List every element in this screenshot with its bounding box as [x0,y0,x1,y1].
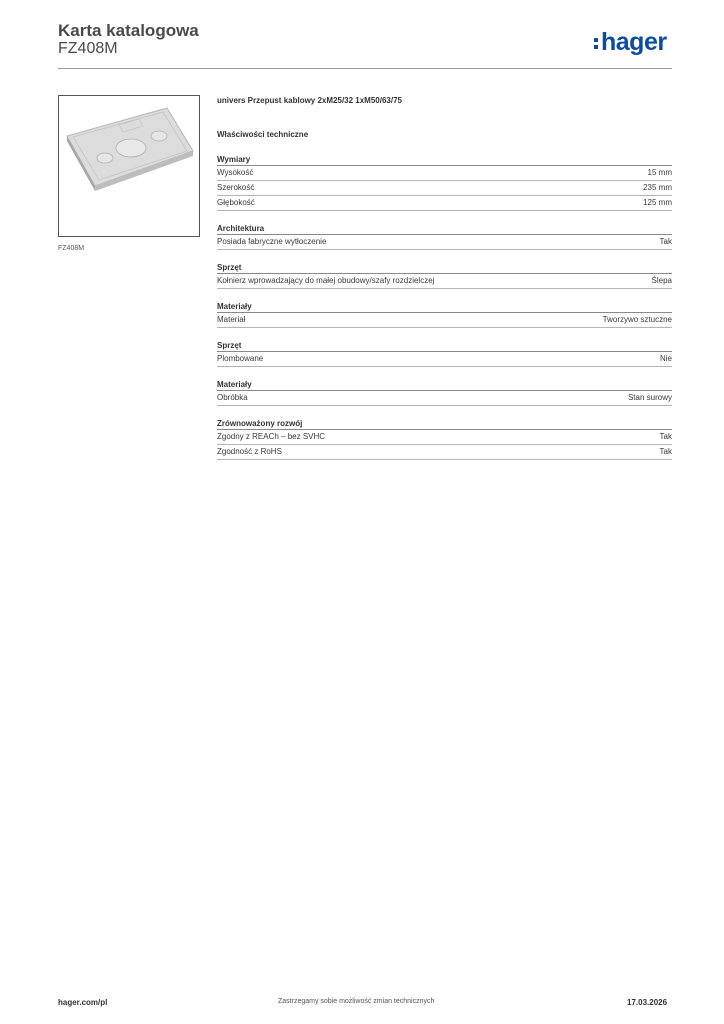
spec-value: Stan surowy [627,393,672,402]
spec-row [217,196,672,211]
section-title-technical: Właściwości techniczne [217,130,309,139]
spec-label: Kołnierz wprowadzający do małej obudowy/szafy rozdzielczej [217,276,435,285]
spec-group-equipment-seal [217,328,672,367]
logo-colon-icon [594,32,599,52]
spec-content [217,96,672,460]
page-title: Karta katalogowa [58,21,199,40]
hager-logo[interactable] [594,28,667,56]
spec-group-architecture [217,211,672,250]
footer-date: 17.03.2026 [627,998,668,1007]
spec-group-sustainability [217,406,672,460]
group-title: Zrównoważony rozwój [217,406,672,430]
product-name: univers Przepust kablowy 2xM25/32 1xM50/63/75 [217,96,402,105]
spec-value: 15 mm [647,168,672,177]
spec-label: Posiada fabryczne wytłoczenie [217,237,327,246]
spec-label: Zgodny z REACh – bez SVHC [217,432,326,441]
spec-value: Tworzywo sztuczne [602,315,672,324]
spec-row [217,445,672,460]
spec-group-materials-finish [217,367,672,406]
spec-label: Materiał [217,315,246,324]
footer-disclaimer: Zastrzegamy sobie możliwość zmian technicznych [278,998,435,1005]
spec-label: Plombowane [217,354,264,363]
spec-label: Zgodność z RoHS [217,447,282,456]
spec-label: Szerokość [217,183,255,192]
spec-label: Wysokość [217,168,254,177]
spec-row [217,235,672,250]
header-divider [58,68,672,69]
spec-row [217,391,672,406]
spec-value: 235 mm [643,183,672,192]
product-image [58,95,200,237]
spec-value: 125 mm [643,198,672,207]
group-title: Wymiary [217,142,672,166]
spec-row [217,430,672,445]
spec-value: Tak [659,237,672,246]
spec-group-dimensions [217,142,672,211]
group-title: Sprzęt [217,250,672,274]
spec-row [217,313,672,328]
spec-row [217,166,672,181]
spec-value: Tak [659,432,672,441]
spec-row [217,181,672,196]
spec-value: Tak [659,447,672,456]
spec-group-equipment [217,250,672,289]
cable-gland-plate-image [59,96,199,236]
logo-wordmark: hager [601,28,667,56]
spec-label: Obróbka [217,393,248,402]
spec-value: Ślepa [651,276,672,285]
spec-row [217,352,672,367]
spec-row [217,274,672,289]
product-code: FZ408M [58,40,118,57]
group-title: Materiały [217,367,672,391]
spec-label: Głębokość [217,198,255,207]
footer-website-link[interactable]: hager.com/pl [58,998,108,1007]
group-title: Architektura [217,211,672,235]
group-title: Materiały [217,289,672,313]
group-title: Sprzęt [217,328,672,352]
spec-value: Nie [659,354,672,363]
image-caption: FZ408M [58,245,85,252]
spec-group-materials [217,289,672,328]
